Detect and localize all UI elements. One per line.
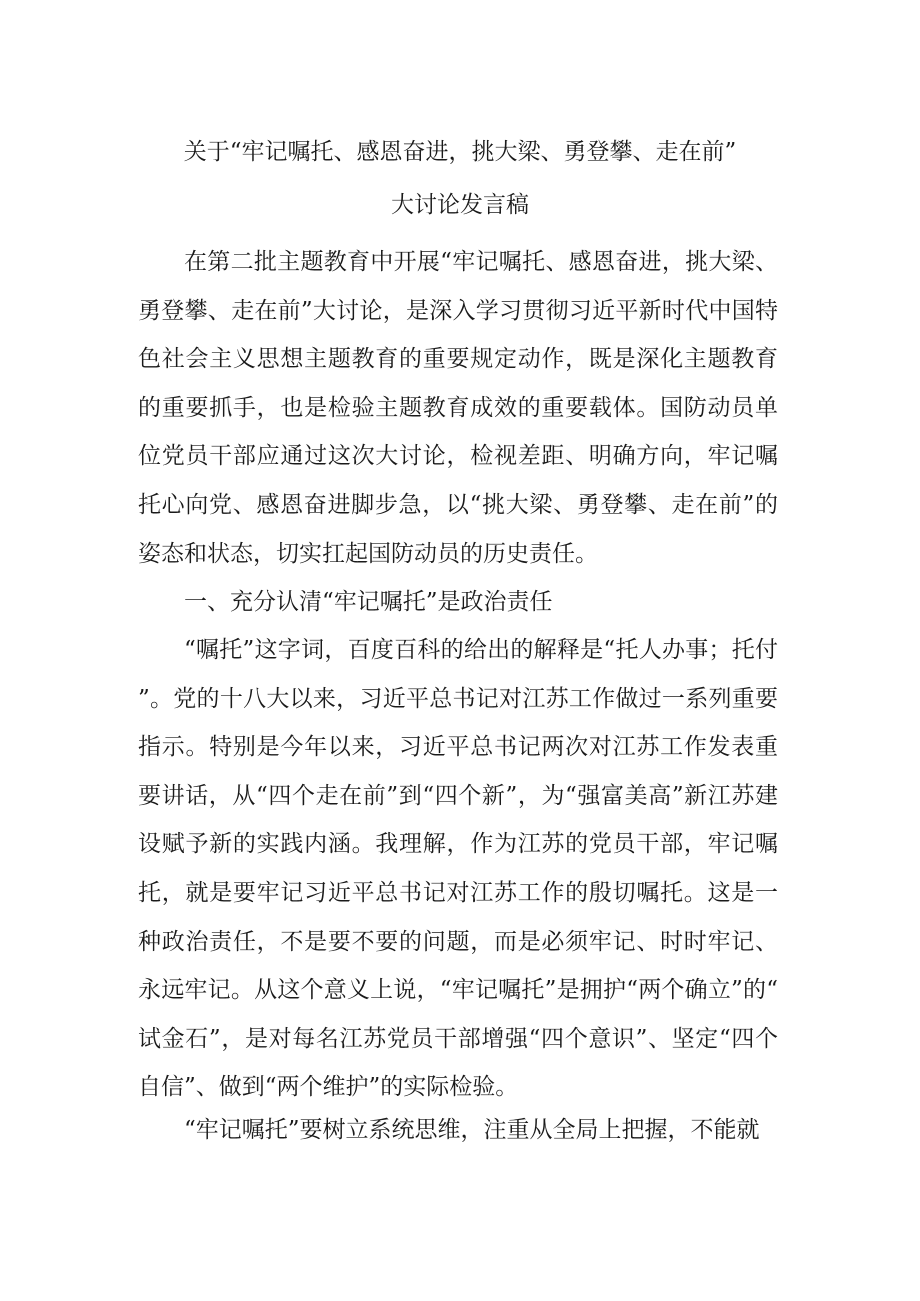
intro-paragraph: 在第二批主题教育中开展“牢记嘱托、感恩奋进，挑大梁、勇登攀、走在前”大讨论，是深入学习贯彻习近平新时代中国特色社会主义思想主题教育的重要规定动作，既是深化主题教育的重要抓手，也是检验主题教育成效的重要载体。国防动员单位党员干部应通过这次大讨论，检视差距、明确方向，牢记嘱托心向党、感恩奋进脚步急，以“挑大梁、勇登攀、走在前”的姿态和状态，切实扛起国防动员的历史责任。 (138, 249, 778, 567)
body-paragraph-1: “嘱托”这字词，百度百科的给出的解释是“托人办事；托付”。党的十八大以来，习近平总书记对江苏工作做过一系列重要指示。特别是今年以来，习近平总书记两次对江苏工作发表重要讲话，从“四个走在前”到“四个新”，为“强富美高”新江苏建设赋予新的实践内涵。我理解，作为江苏的党员干部，牢记嘱托，就是要牢记习近平总书记对江苏工作的殷切嘱托。这是一种政治责任，不是要不要的问题，而是必须牢记、时时牢记、永远牢记。从这个意义上说，“牢记嘱托”是拥护“两个确立”的“试金石”，是对每名江苏党员干部增强“四个意识”、坚定“四个自信”、做到“两个维护”的实际检验。 (138, 637, 778, 1101)
section-heading-1: 一、充分认清“牢记嘱托”是政治责任 (184, 589, 553, 615)
document-title-line-2: 大讨论发言稿 (391, 192, 529, 218)
body-paragraph-2: “牢记嘱托”要树立系统思维，注重从全局上把握，不能就 (184, 1117, 760, 1143)
document-title-line-1: 关于“牢记嘱托、感恩奋进，挑大梁、勇登攀、走在前” (183, 139, 737, 165)
